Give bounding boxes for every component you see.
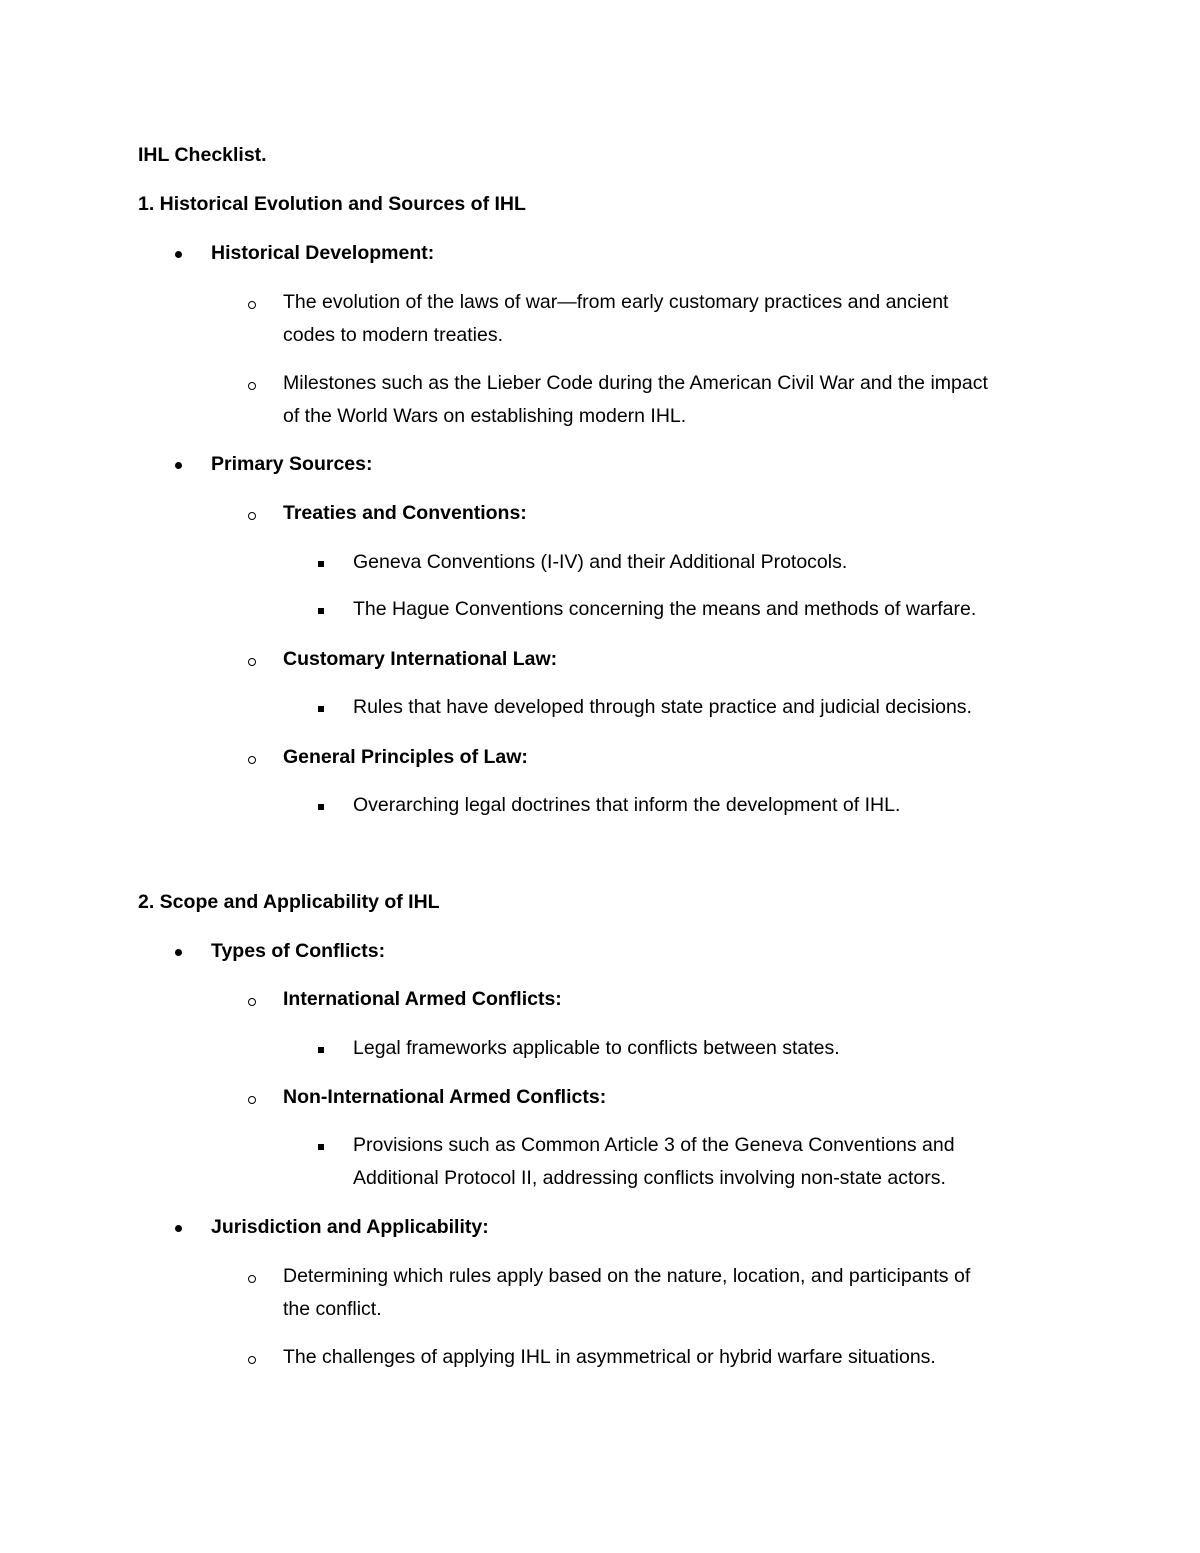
bullet-circle-icon [248,301,256,309]
non-international-conflicts-label: Non-International Armed Conflicts: [283,1086,607,1108]
list-item-continuation: Additional Protocol II, addressing conflicts involving non-state actors. [353,1167,946,1189]
list-item: Provisions such as Common Article 3 of the Geneva Conventions and [353,1134,955,1156]
bullet-circle-icon [248,382,256,390]
list-item: Determining which rules apply based on the nature, location, and participants of [283,1265,971,1287]
bullet-square-icon [318,804,324,810]
list-item: Overarching legal doctrines that inform the development of IHL. [353,794,901,816]
historical-development-label: Historical Development: [211,242,435,264]
list-item: The evolution of the laws of war—from early customary practices and ancient [283,291,949,313]
bullet-circle-icon [248,1275,256,1283]
section-1-heading: 1. Historical Evolution and Sources of IHL [138,193,526,215]
types-of-conflicts-label: Types of Conflicts: [211,940,386,962]
bullet-circle-icon [248,998,256,1006]
list-item: Rules that have developed through state practice and judicial decisions. [353,696,972,718]
general-principles-label: General Principles of Law: [283,746,528,768]
bullet-square-icon [318,561,324,567]
bullet-square-icon [318,608,324,614]
treaties-label: Treaties and Conventions: [283,502,527,524]
bullet-square-icon [318,1144,324,1150]
bullet-square-icon [318,1047,324,1053]
bullet-dot-icon [175,251,182,258]
document-title: IHL Checklist. [138,144,267,166]
bullet-dot-icon [175,949,182,956]
bullet-circle-icon [248,1356,256,1364]
list-item: The challenges of applying IHL in asymmetrical or hybrid warfare situations. [283,1346,936,1368]
bullet-circle-icon [248,512,256,520]
bullet-circle-icon [248,658,256,666]
list-item: The Hague Conventions concerning the means and methods of warfare. [353,598,977,620]
primary-sources-label: Primary Sources: [211,453,373,475]
section-2-heading: 2. Scope and Applicability of IHL [138,891,440,913]
bullet-circle-icon [248,756,256,764]
list-item: Geneva Conventions (I-IV) and their Additional Protocols. [353,551,848,573]
list-item-continuation: codes to modern treaties. [283,324,504,346]
customary-law-label: Customary International Law: [283,648,558,670]
list-item: Milestones such as the Lieber Code during the American Civil War and the impact [283,372,988,394]
bullet-circle-icon [248,1096,256,1104]
list-item-continuation: of the World Wars on establishing modern IHL. [283,405,687,427]
jurisdiction-label: Jurisdiction and Applicability: [211,1216,489,1238]
bullet-dot-icon [175,1225,182,1232]
bullet-dot-icon [175,462,182,469]
bullet-square-icon [318,706,324,712]
list-item: Legal frameworks applicable to conflicts between states. [353,1037,840,1059]
international-conflicts-label: International Armed Conflicts: [283,988,562,1010]
list-item-continuation: the conflict. [283,1298,382,1320]
